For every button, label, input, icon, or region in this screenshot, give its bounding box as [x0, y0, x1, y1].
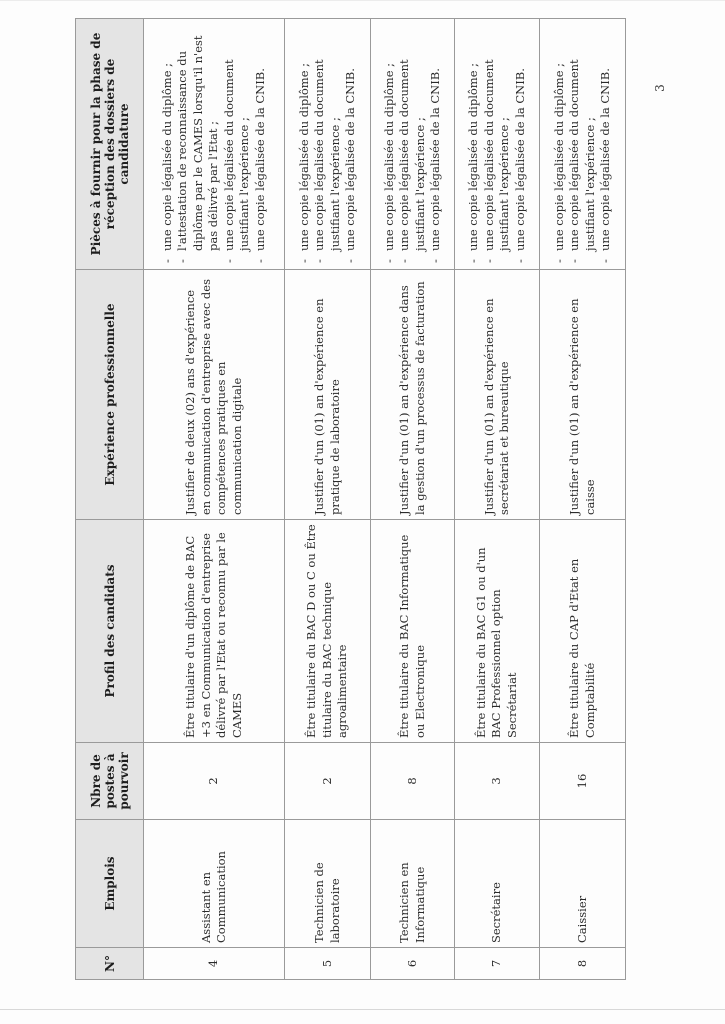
row-profil: Être titulaire d'un diplôme de BAC +3 en Communication d'entreprise délivré par l'Etat ou reconnu par le CAMES: [144, 520, 285, 743]
document-item: - une copie légalisée du diplôme ;: [466, 23, 482, 265]
row-experience: Justifier d'un (01) an d'expérience en caisse: [540, 270, 626, 520]
row-num: 7: [455, 948, 540, 980]
header-emplois: Emplois: [76, 820, 144, 948]
row-pieces: [540, 19, 626, 270]
row-profil: Être titulaire du BAC Informatique ou Electronique: [371, 520, 455, 743]
row-emploi: Technicien de laboratoire: [285, 820, 371, 948]
page-bottom-edge: [0, 1009, 725, 1010]
table-row: [144, 19, 285, 980]
page-top-edge: [0, 0, 725, 1]
document-item: - une copie légalisée du document justifiant l'expérience ;: [312, 23, 343, 265]
table-row: [371, 19, 455, 980]
row-num: 5: [285, 948, 371, 980]
document-item: - une copie légalisée du diplôme ;: [552, 23, 568, 265]
table-row: [455, 19, 540, 980]
page-number: 3: [653, 84, 667, 92]
row-emploi: Caissier: [540, 820, 626, 948]
header-num: N°: [76, 948, 144, 980]
row-emploi: Assistant en Communication: [144, 820, 285, 948]
document-item: - une copie légalisée de la CNIB.: [343, 23, 359, 265]
documents-list: [382, 23, 444, 265]
job-openings-table: [75, 18, 626, 980]
header-nbre-postes: Nbre de postes à pourvoir: [76, 743, 144, 820]
row-nbre-postes: 2: [285, 743, 371, 820]
row-nbre-postes: 3: [455, 743, 540, 820]
table-row: [540, 19, 626, 980]
header-pieces: Pièces à fournir pour la phase de réception des dossiers de candidature: [76, 19, 144, 270]
row-experience: Justifier d'un (01) an d'expérience en pratique de laboratoire: [285, 270, 371, 520]
row-num: 8: [540, 948, 626, 980]
table-row: [285, 19, 371, 980]
row-pieces: [455, 19, 540, 270]
row-pieces: [144, 19, 285, 270]
documents-list: [160, 23, 269, 265]
row-experience: Justifier de deux (02) ans d'expérience en communication d'entreprise avec des compétences pratiques en communication digitale: [144, 270, 285, 520]
row-experience: Justifier d'un (01) an d'expérience dans la gestion d'un processus de facturation: [371, 270, 455, 520]
document-item: - une copie légalisée de la CNIB.: [513, 23, 529, 265]
document-item: - une copie légalisée du diplôme ;: [160, 23, 176, 265]
documents-list: [297, 23, 359, 265]
document-item: - une copie légalisée de la CNIB.: [428, 23, 444, 265]
document-item: - l'attestation de reconnaissance du diplôme par le CAMES lorsqu'il n'est pas délivré par l'Etat ;: [175, 23, 222, 265]
header-profil: Profil des candidats: [76, 520, 144, 743]
row-nbre-postes: 2: [144, 743, 285, 820]
row-num: 6: [371, 948, 455, 980]
document-item: - une copie légalisée de la CNIB.: [253, 23, 269, 265]
rotated-page-content: [75, 19, 625, 980]
row-profil: Être titulaire du CAP d'Etat en Comptabilité: [540, 520, 626, 743]
table-header-row: [76, 19, 144, 980]
documents-list: [466, 23, 528, 265]
document-item: - une copie légalisée du diplôme ;: [297, 23, 313, 265]
row-num: 4: [144, 948, 285, 980]
documents-list: [552, 23, 614, 265]
document-item: - une copie légalisée du diplôme ;: [382, 23, 398, 265]
row-pieces: [285, 19, 371, 270]
row-profil: Être titulaire du BAC G1 ou d'un BAC Professionnel option Secrétariat: [455, 520, 540, 743]
document-item: - une copie légalisée du document justifiant l'expérience ;: [567, 23, 598, 265]
row-profil: Être titulaire du BAC D ou C ou Être titulaire du BAC technique agroalimentaire: [285, 520, 371, 743]
row-emploi: Secrétaire: [455, 820, 540, 948]
document-item: - une copie légalisée de la CNIB.: [598, 23, 614, 265]
row-pieces: [371, 19, 455, 270]
header-experience: Expérience professionnelle: [76, 270, 144, 520]
row-nbre-postes: 8: [371, 743, 455, 820]
row-emploi: Technicien en Informatique: [371, 820, 455, 948]
document-item: - une copie légalisée du document justifiant l'expérience ;: [397, 23, 428, 265]
document-item: - une copie légalisée du document justifiant l'expérience ;: [482, 23, 513, 265]
document-item: - une copie légalisée du document justifiant l'expérience ;: [222, 23, 253, 265]
row-nbre-postes: 16: [540, 743, 626, 820]
row-experience: Justifier d'un (01) an d'expérience en secrétariat et bureautique: [455, 270, 540, 520]
